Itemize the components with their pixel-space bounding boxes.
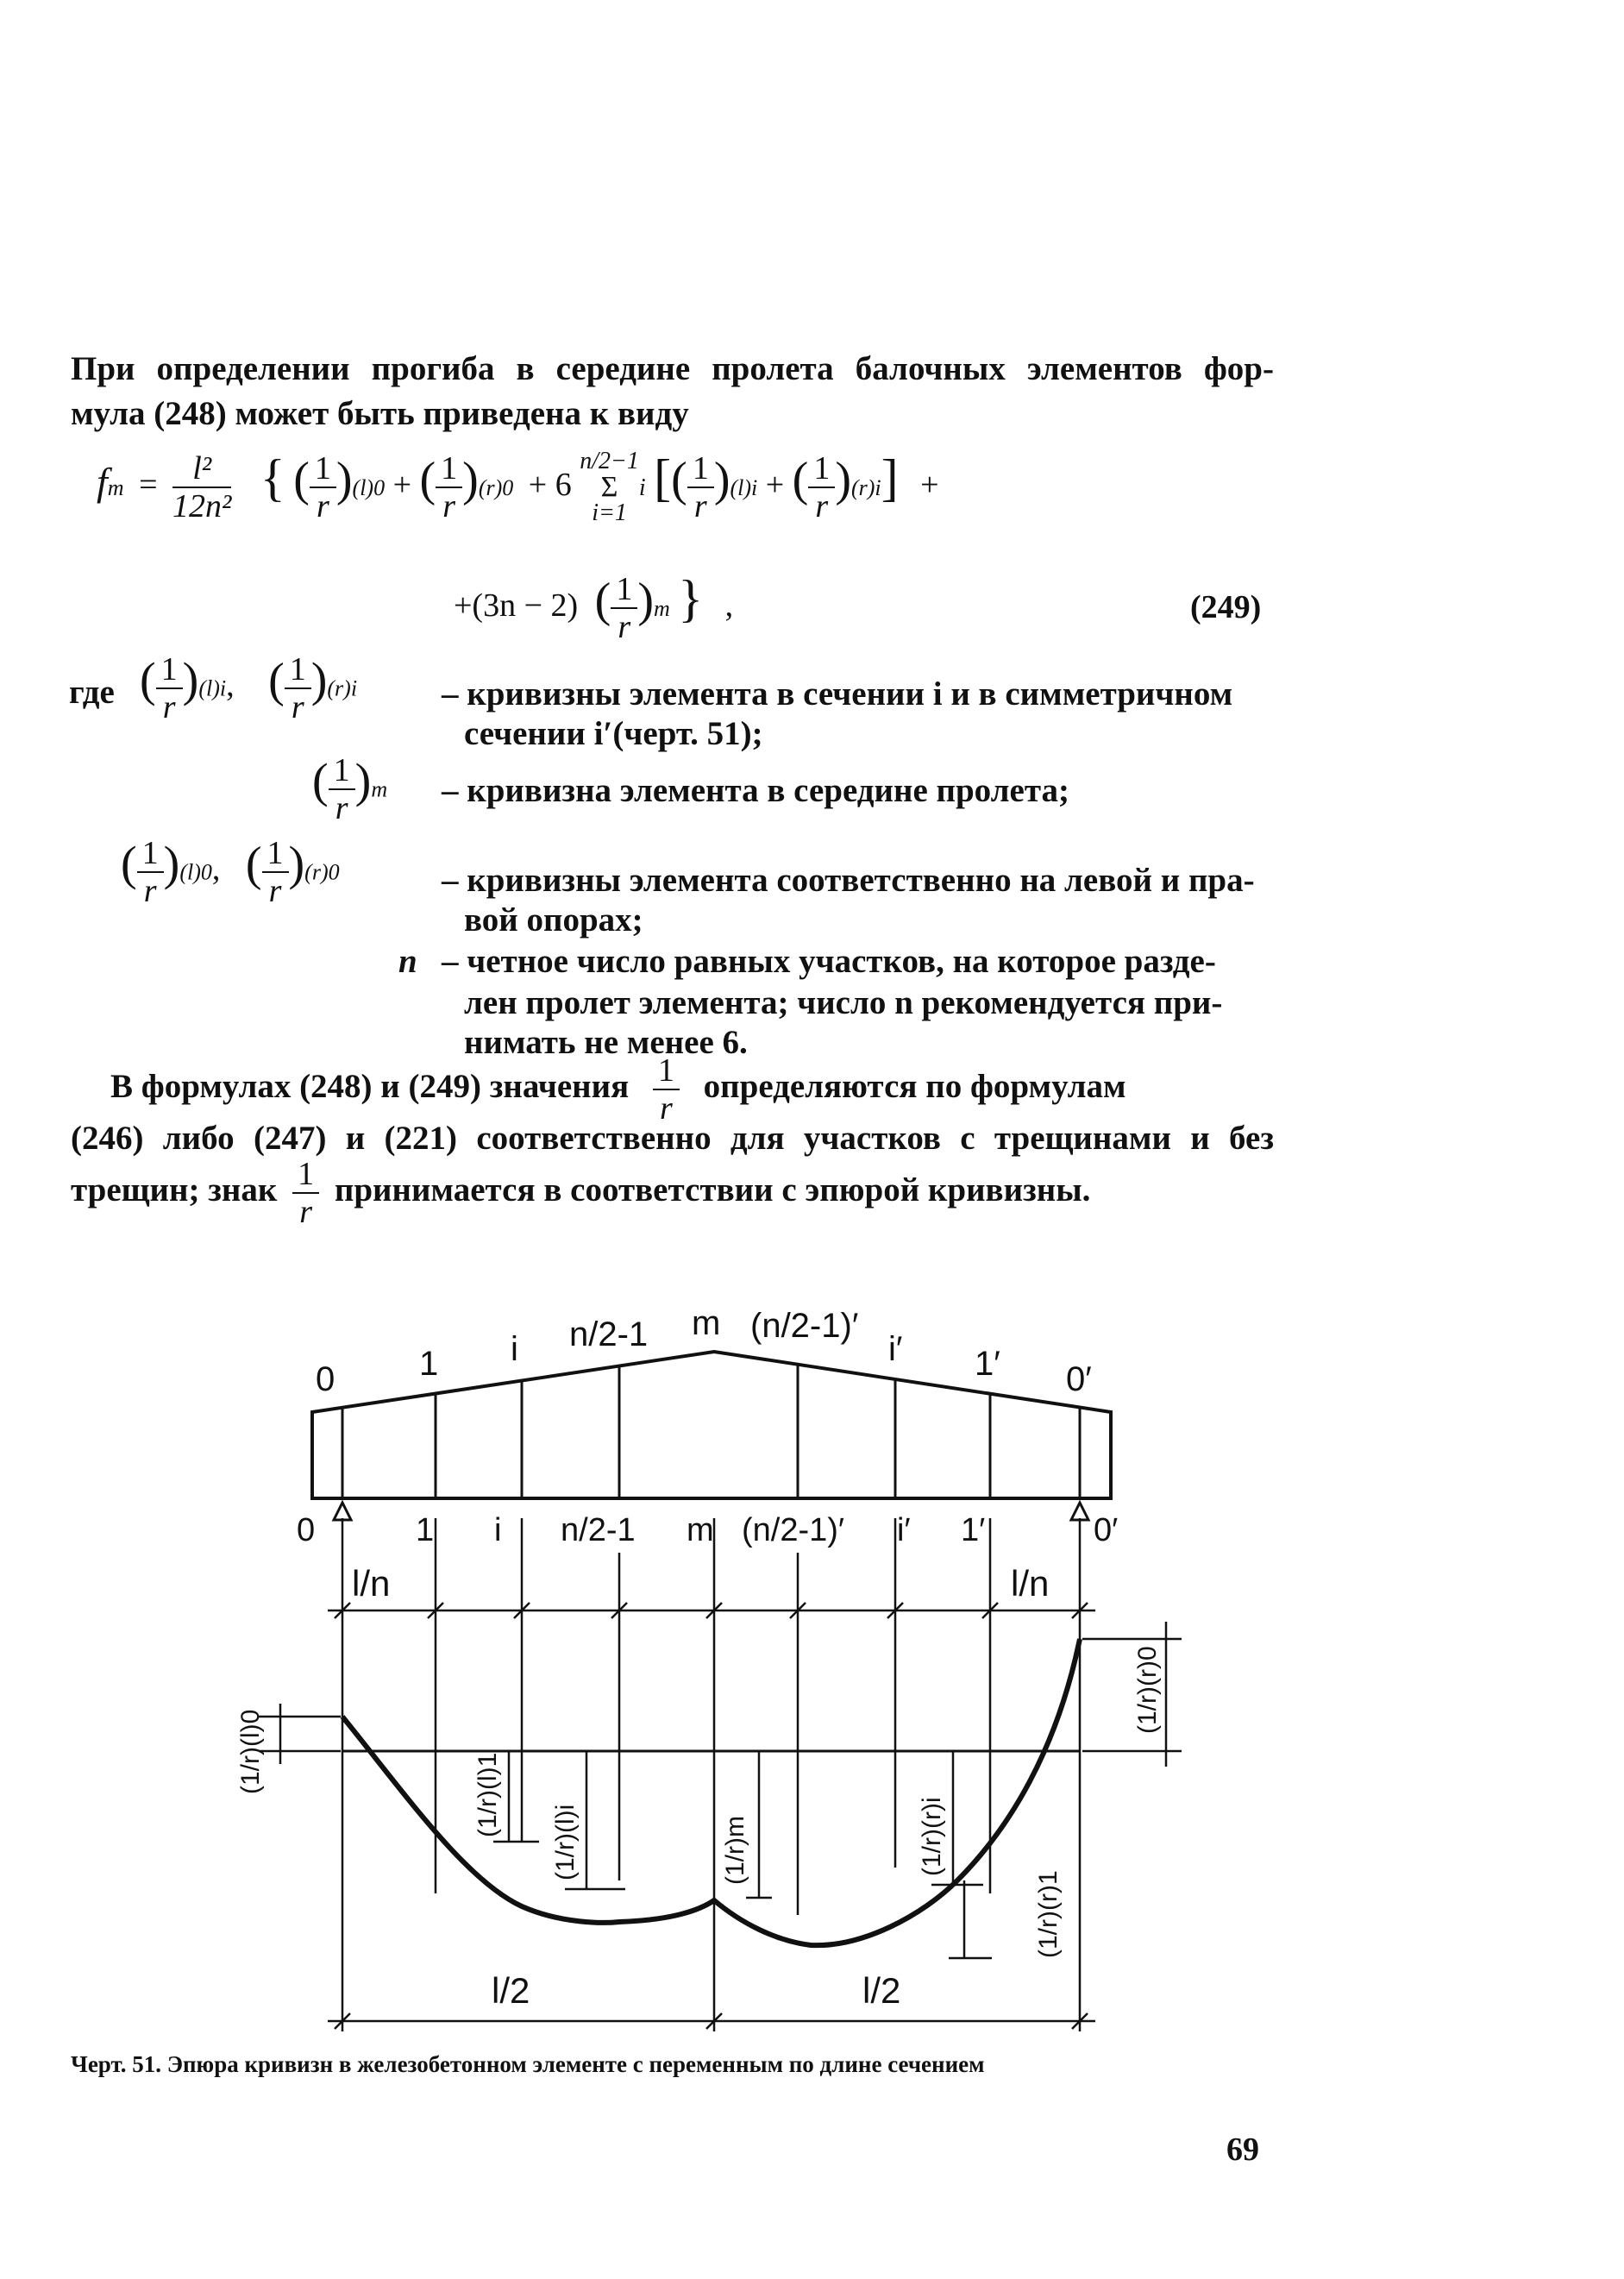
formula-coef-num: l² xyxy=(172,450,231,488)
right-support xyxy=(1071,1503,1088,1520)
sub-l0: (l)0 xyxy=(179,859,212,885)
sub-r0: (r)0 xyxy=(304,859,340,885)
frac-den: r xyxy=(618,609,631,646)
formula-line-2: +(3n − 2) ( $\frac{1}{r}$ )m } , xyxy=(454,570,734,646)
beam-label-i: i xyxy=(494,1512,502,1548)
intro-line-1: При определении прогиба в середине пролета балочных элементов фор- xyxy=(71,350,1274,387)
frac-num: 1 xyxy=(687,450,714,488)
frac-num: 1 xyxy=(329,752,355,790)
frac-num: 1 xyxy=(292,1156,319,1194)
formula-number: (249) xyxy=(1190,589,1262,625)
sub-l0: (l)0 xyxy=(352,475,386,500)
dim-label-l-half-left: l/2 xyxy=(492,1970,530,2011)
sub-ri: (r)i xyxy=(327,675,358,701)
plus: + xyxy=(920,467,939,503)
top-label-m: m xyxy=(692,1304,721,1342)
def3-symbols: ( $\frac{1}{r}$ )(l)0, ( $\frac{1}{r}$ )(r)0 xyxy=(121,835,340,909)
plus: + xyxy=(392,467,412,503)
sub-ri: (r)i xyxy=(850,475,881,500)
top-label-n2-1-prime: (n/2-1)′ xyxy=(750,1307,859,1345)
formula-comma: , xyxy=(724,587,734,624)
para2-text-a: В формулах (248) и (249) значения xyxy=(110,1067,630,1105)
frac-den: r xyxy=(268,873,282,909)
frac-den: r xyxy=(162,689,176,725)
curv-label-m: (1/r)m xyxy=(721,1816,749,1885)
frac-den: r xyxy=(335,790,348,826)
dim-label-l-n-left: l/n xyxy=(352,1563,391,1604)
frac-den: r xyxy=(299,1194,312,1230)
top-label-1-prime: 1′ xyxy=(975,1345,1000,1383)
para2-text-d: принимается в соответствии с эпюрой кривизны. xyxy=(334,1171,1091,1209)
sum-index: i xyxy=(638,474,646,501)
para2-line-2: (246) либо (247) и (221) соответственно для участков с трещинами и без xyxy=(71,1120,1274,1157)
frac-den: r xyxy=(815,488,829,525)
sub-m: m xyxy=(371,776,388,802)
formula-line-1: fm = $\frac{\text{l²}}{\text{12n²}}$ { ( $\frac{1}{r}$ )(l)0 + ( $\frac{1}{r}$ )(r)0 + 6 n/2−1 Σ i=1 i [( $\frac{1}{r}$ )(l)i + ( $\frac{1}{r}$ )(r)i] + xyxy=(97,448,939,527)
sub-r0: (r)0 xyxy=(478,475,514,500)
dim-label-l-n-right: l/n xyxy=(1011,1563,1050,1604)
top-label-i-prime: i′ xyxy=(888,1330,903,1368)
page-number: 69 xyxy=(1226,2131,1259,2168)
curv-label-r0: (1/r)(r)0 xyxy=(1133,1646,1162,1734)
beam-label-0: 0 xyxy=(297,1512,316,1548)
frac-num: 1 xyxy=(808,450,835,488)
beam-label-n2-1: n/2-1 xyxy=(561,1512,636,1548)
frac-den: r xyxy=(291,689,304,725)
beam-label-i-prime: i′ xyxy=(897,1512,911,1548)
sum-sym: Σ xyxy=(600,471,618,504)
frac-num: 1 xyxy=(137,835,164,873)
frac-num: 1 xyxy=(310,450,336,488)
para2-text-b: определяются по формулам xyxy=(703,1067,1126,1105)
curv-label-l0: (1/r)(l)0 xyxy=(236,1709,265,1794)
curv-label-l1: (1/r)(l)1 xyxy=(473,1752,502,1837)
beam-label-1: 1 xyxy=(416,1512,435,1548)
curv-label-r1: (1/r)(r)1 xyxy=(1034,1870,1063,1958)
intro-line-2: мула (248) может быть приведена к виду xyxy=(71,395,689,432)
top-label-i: i xyxy=(511,1330,518,1368)
def1-line-1: – кривизны элемента в сечении i и в симметричном xyxy=(442,675,1233,713)
def3-line-2: вой опорах; xyxy=(464,901,643,939)
sum-top: n/2−1 xyxy=(580,448,639,475)
def4-line-1: – четное число равных участков, на которое разде- xyxy=(442,943,1216,980)
extension-lines xyxy=(342,1518,1080,2031)
curv-label-ri: (1/r)(r)i xyxy=(918,1797,946,1876)
beam-label-m: m xyxy=(687,1512,714,1548)
formula-lhs-sub: m xyxy=(107,475,124,500)
frac-den: r xyxy=(660,1090,673,1127)
frac-den: r xyxy=(316,488,329,525)
formula-coef-den: 12n² xyxy=(172,488,232,525)
frac-num: 1 xyxy=(436,450,462,488)
def4-line-2: лен пролет элемента; число n рекомендуется при- xyxy=(464,984,1223,1021)
top-label-0: 0 xyxy=(316,1360,335,1398)
frac-num: 1 xyxy=(611,571,637,609)
frac-num: 1 xyxy=(262,835,289,873)
def2-symbol: ( $\frac{1}{r}$ )m xyxy=(312,752,388,826)
left-support xyxy=(334,1503,351,1520)
frac-num: 1 xyxy=(653,1052,680,1090)
def4-symbol: n xyxy=(398,943,417,980)
beam-section-lines xyxy=(342,1365,1080,1498)
frac-num: 1 xyxy=(285,651,311,689)
formula-lhs: f xyxy=(97,460,108,504)
beam-label-n2-1-prime: (n/2-1)′ xyxy=(742,1512,845,1548)
top-label-0-prime: 0′ xyxy=(1066,1360,1092,1398)
curvature-curve xyxy=(342,1639,1080,1945)
frac-den: r xyxy=(693,488,707,525)
def1-symbols: ( $\frac{1}{r}$ )(l)i, ( $\frac{1}{r}$ )(r)i xyxy=(140,651,358,725)
def4-line-3: нимать не менее 6. xyxy=(464,1024,748,1061)
top-label-n2-1: n/2-1 xyxy=(569,1315,649,1353)
beam-label-0-prime: 0′ xyxy=(1094,1512,1119,1548)
where-label: где xyxy=(69,674,115,711)
def3-line-1: – кривизны элемента соответственно на левой и пра- xyxy=(442,862,1255,899)
plus: + xyxy=(765,467,785,503)
formula-3n-term: +(3n − 2) xyxy=(454,587,579,624)
sub-m: m xyxy=(653,596,670,621)
figure-caption: Черт. 51. Эпюра кривизн в железобетонном элементе с переменным по длине сечением xyxy=(71,2051,985,2077)
beam-label-1-prime: 1′ xyxy=(961,1512,986,1548)
sub-li: (l)i xyxy=(198,675,227,701)
formula-six: + 6 xyxy=(528,467,572,503)
sub-li: (l)i xyxy=(730,475,758,500)
frac-den: r xyxy=(442,488,456,525)
frac-num: 1 xyxy=(156,651,183,689)
formula-eq: = xyxy=(139,467,158,503)
def1-line-2: сечении i′(черт. 51); xyxy=(464,715,763,752)
def2-text: – кривизна элемента в середине пролета; xyxy=(442,772,1069,809)
top-label-1: 1 xyxy=(419,1345,439,1383)
para2-text-c: трещин; знак xyxy=(71,1171,278,1209)
frac-den: r xyxy=(143,873,157,909)
sum-bottom: i=1 xyxy=(592,499,627,527)
curv-label-li: (1/r)(l)i xyxy=(551,1804,580,1880)
dim-label-l-half-right: l/2 xyxy=(862,1970,901,2011)
